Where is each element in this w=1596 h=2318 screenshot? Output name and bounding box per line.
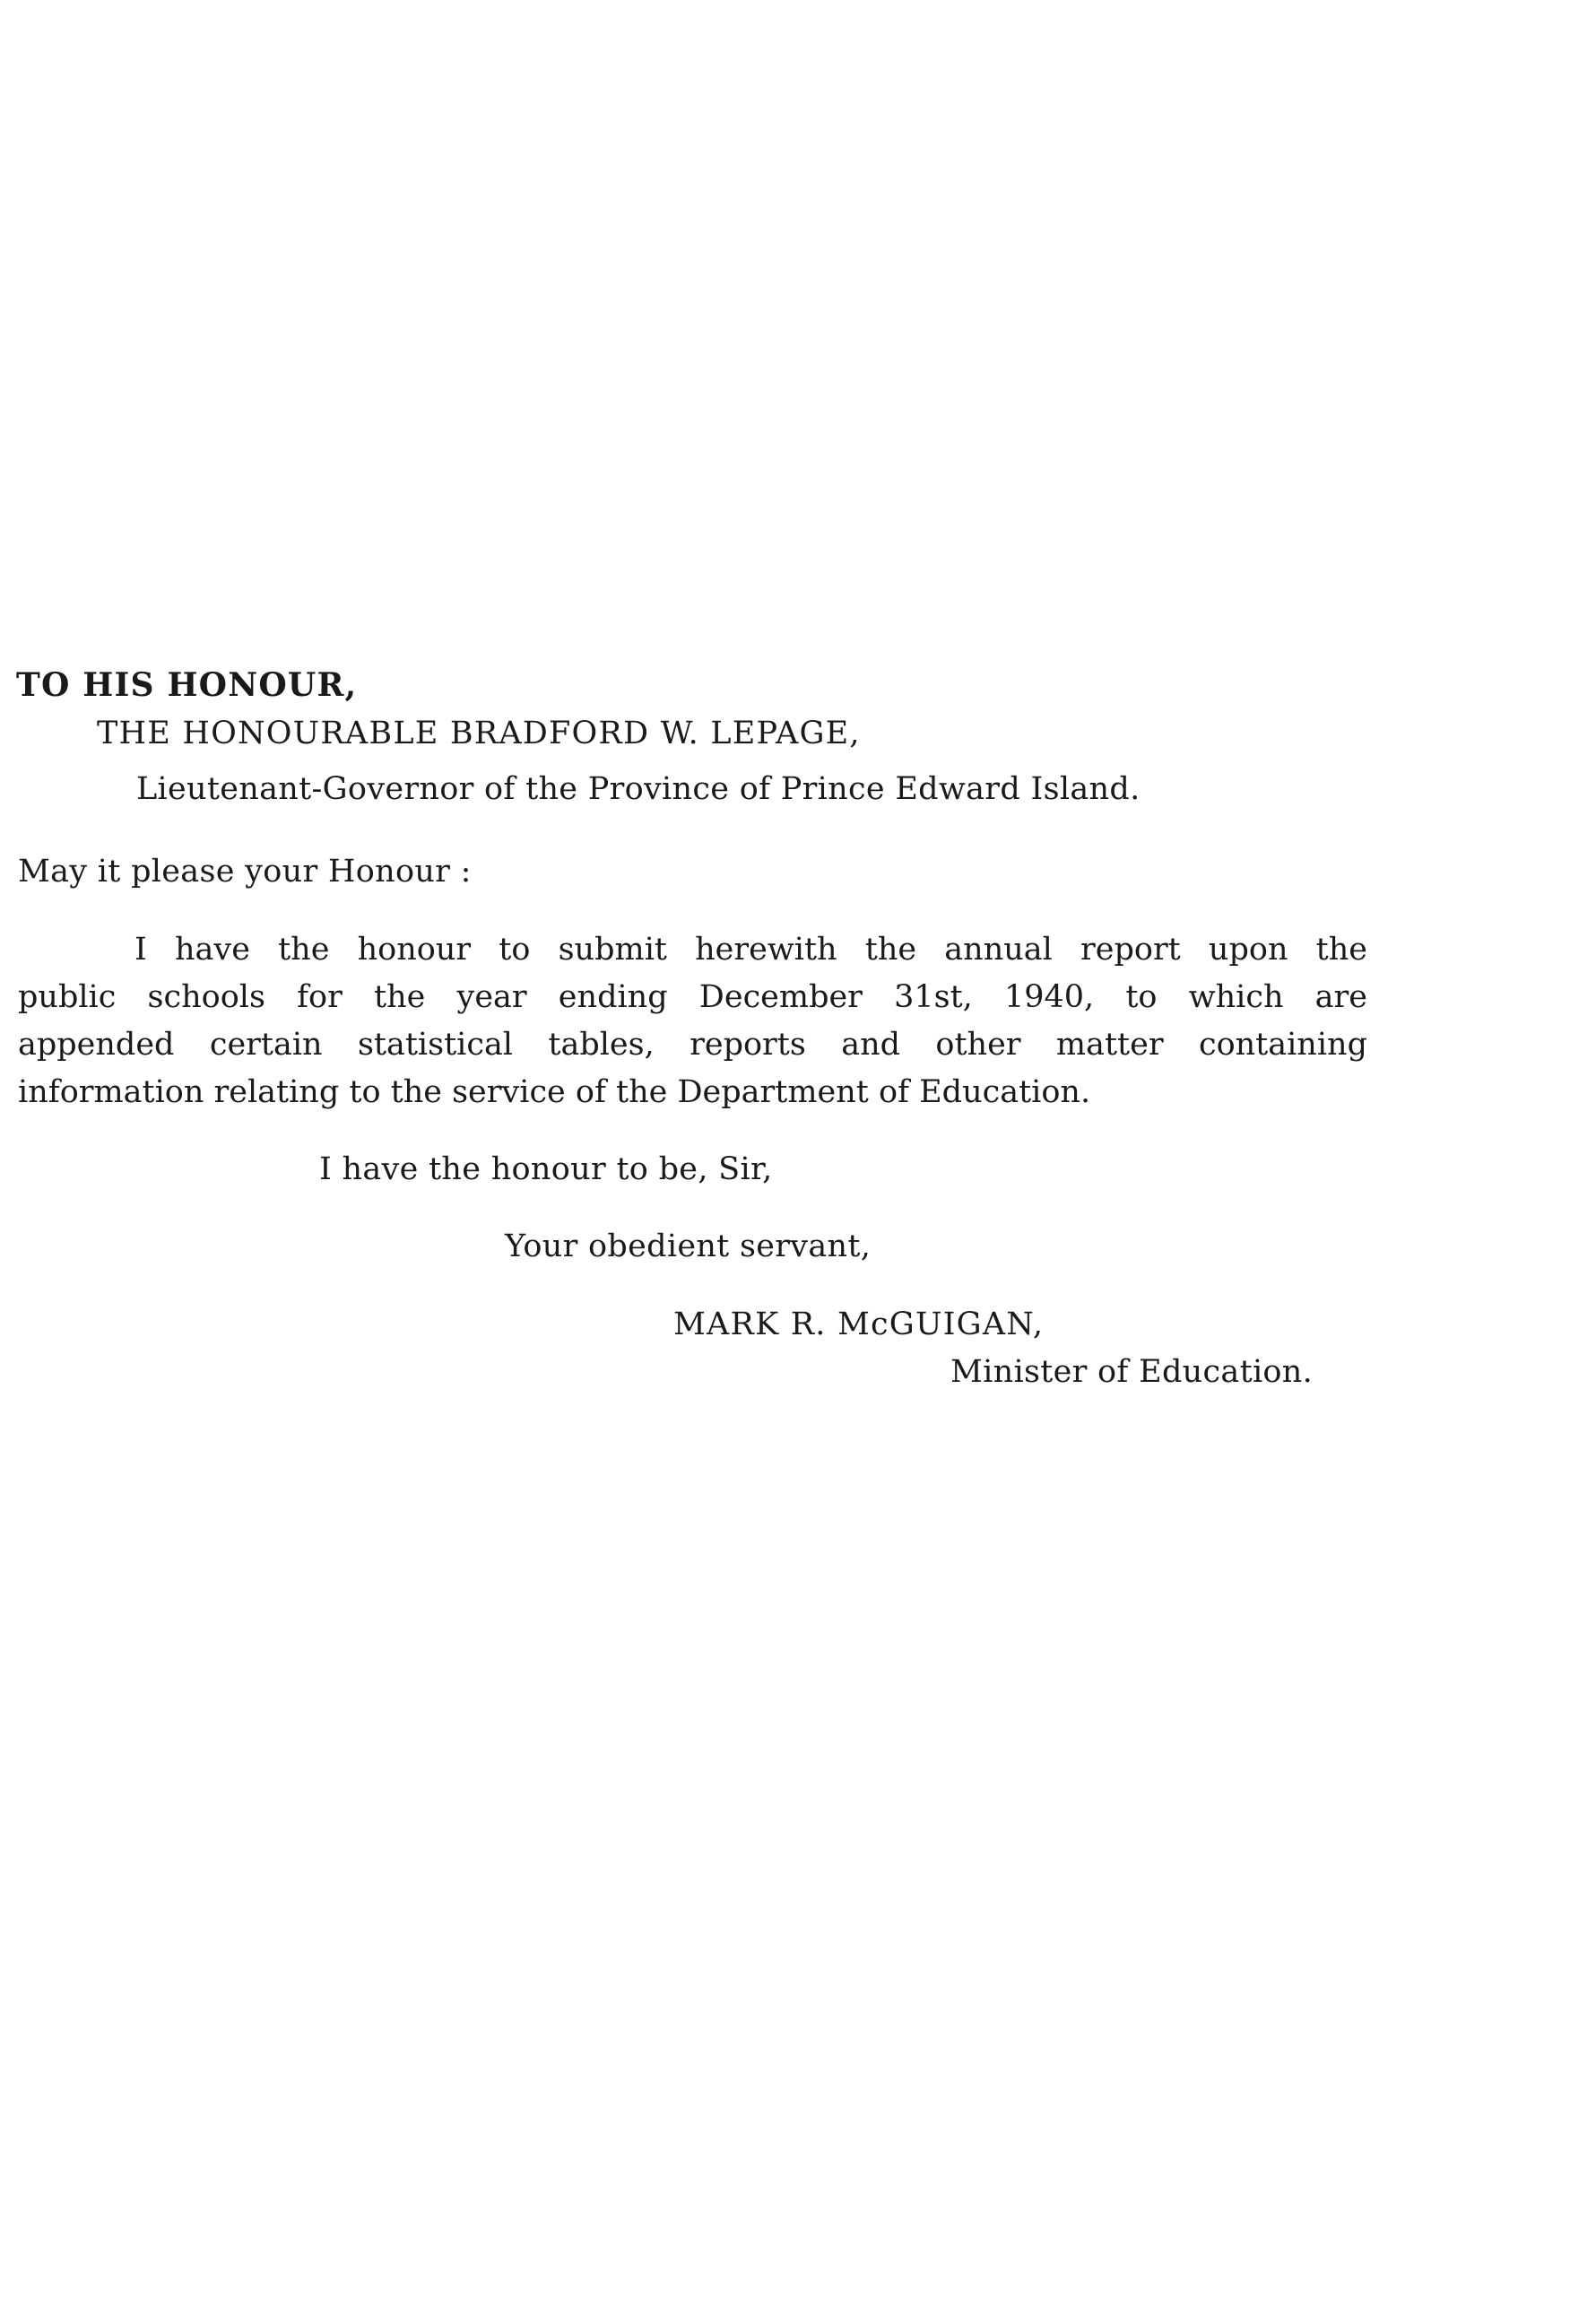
closing-line-2: Your obedient servant, (505, 1228, 872, 1264)
opening-line: May it please your Honour : (18, 854, 472, 890)
closing-line-1: I have the honour to be, Sir, (319, 1151, 773, 1187)
addressee-name: THE HONOURABLE BRADFORD W. LEPAGE, (97, 716, 861, 751)
body-paragraph (18, 926, 1367, 1116)
body-line: I have the honour to submit herewith the annual report upon the (134, 932, 1367, 968)
body-line: information relating to the service of the Department of Education. (18, 1074, 1091, 1110)
addressee-title: Lieutenant-Governor of the Province of Prince Edward Island. (136, 771, 1141, 807)
signatory-name: MARK R. McGUIGAN, (673, 1307, 1045, 1342)
body-line: appended certain statistical tables, reports and other matter containing (18, 1027, 1367, 1063)
signatory-title: Minister of Education. (950, 1354, 1314, 1390)
body-line: public schools for the year ending December 31st, 1940, to which are (18, 979, 1367, 1015)
salutation-to: TO HIS HONOUR, (16, 666, 358, 704)
